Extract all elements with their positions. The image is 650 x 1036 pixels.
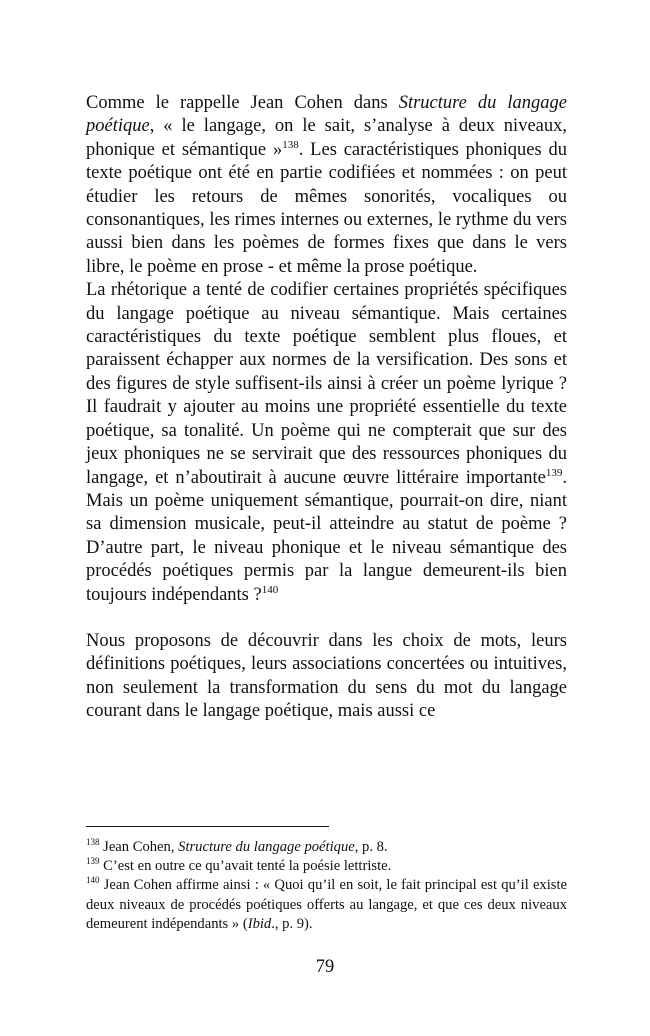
footnote-text: Jean Cohen affirme ainsi : « Quoi qu’il en soit, le fait principal est qu’il existe deux niveaux de procédés poétiques offerts au langage, et que ces deux niveaux demeurent indépendants » (: [86, 877, 567, 932]
footnote-number: 139: [86, 856, 100, 867]
footnote-text: Jean Cohen,: [99, 839, 179, 855]
footnote-ref-140[interactable]: 140: [261, 583, 279, 596]
page-number: 79: [315, 957, 335, 977]
paragraph-3: Nous proposons de découvrir dans les choix de mots, leurs définitions poétiques, leurs associations concertées ou intuitives, non seulement la transformation du sens du mot du langage courant dans le langage poétique, mais aussi ce: [86, 630, 567, 722]
footnote-text: C’est en outre ce qu’avait tenté la poésie lettriste.: [99, 858, 392, 875]
footnote-140: [86, 876, 567, 934]
footnotes: [86, 826, 567, 934]
footnote-number: 140: [86, 875, 100, 886]
footnote-separator: [86, 826, 329, 827]
paragraph-2: [86, 279, 567, 607]
p1-text-1: Comme le rappelle Jean Cohen dans: [86, 93, 399, 113]
footnote-ref-138[interactable]: 138: [282, 138, 299, 151]
p2-text-1: La rhétorique a tenté de codifier certaines propriétés spécifiques du langage poétique au niveau sémantique. Mais certaines caractéristiques du texte poétique semblent plus floues, et paraissent échapper aux normes de la versification. Des sons et des figures de style suffisent-ils ainsi à créer un poème lyrique ? Il faudrait y ajouter au moins une propriété essentielle du texte poétique, sa tonalité. Un poème qui ne compterait que sur des jeux phoniques ne se servirait que des ressources phoniques du langage, et n’aboutirait à aucune œuvre littéraire importante: [86, 280, 567, 488]
footnote-title: Ibid: [247, 915, 272, 932]
p1-text-2: , « le langage, on le sait, s’analyse à deux niveaux, phonique et sémantique »: [86, 116, 567, 160]
footnote-title: Structure du langage poétique: [178, 839, 355, 855]
footnote-ref-139[interactable]: 139: [545, 466, 563, 479]
footnote-text: ., p. 9).: [271, 915, 313, 932]
p1-text-3: . Les caractéristiques phoniques du texte poétique ont été en partie codifiées et nommées : on peut étudier les retours de mêmes sonorités, vocaliques ou consonantiques, les rimes internes ou externes, le rythme du vers aussi bien dans les poèmes de formes fixes que dans le vers libre, le poème en prose - et même la prose poétique.: [86, 139, 567, 277]
paragraph-1: [86, 92, 567, 279]
footnote-text: , p. 8.: [354, 839, 388, 855]
footnote-138: [86, 838, 567, 857]
book-title: Structure du langage poétique: [86, 93, 568, 137]
footnote-139: [86, 857, 567, 876]
page-body: [86, 92, 567, 724]
footnote-number: 138: [86, 837, 100, 847]
p2-text-2: . Mais un poème uniquement sémantique, pourrait-on dire, niant sa dimension musicale, peut-il atteindre au statut de poème ? D’autre part, le niveau phonique et le niveau sémantique des procédés poétiques permis par la langue demeurent-ils bien toujours indépendants ?: [86, 467, 567, 605]
